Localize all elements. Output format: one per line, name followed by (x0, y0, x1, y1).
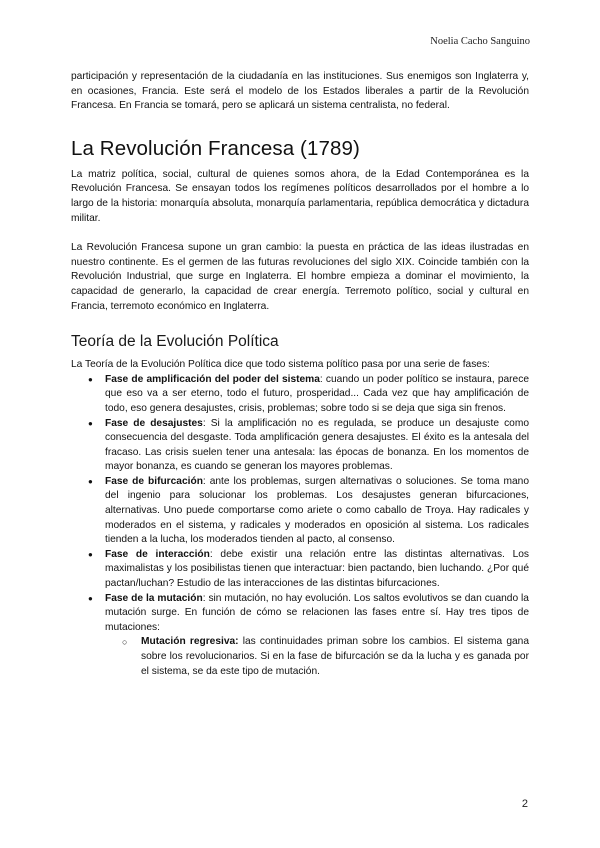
section-title-revolucion: La Revolución Francesa (1789) (71, 136, 360, 160)
paragraph: La Revolución Francesa supone un gran cambio: la puesta en práctica de las ideas ilustradas en nuestro continente. Es el germen de las futuras revoluciones del siglo XIX. Coincide también con la Revolución Industrial, que surge en Inglaterra. El hombre empieza a dominar el movimiento, la capacidad de generarlo, la capacidad de crear energía. Terremoto político, social y cultural en Francia, terremoto económico en Inglaterra. (71, 242, 529, 312)
list-item (71, 548, 529, 592)
phases-list (71, 373, 529, 679)
list-item (71, 417, 529, 475)
paragraph: La Teoría de la Evolución Política dice que todo sistema político pasa por una serie de fases: (71, 359, 490, 371)
document-body (71, 70, 529, 679)
phase-term: Fase de amplificación del poder del sistema (105, 373, 320, 385)
list-item (71, 475, 529, 548)
page-header-author: Noelia Cacho Sanguino (430, 36, 530, 47)
phase-text: : sin mutación, no hay evolución. Los saltos evolutivos se dan cuando la mutación surge. En función de cómo se relacionen las fases entre sí. Hay tres tipos de mutaciones: (105, 592, 529, 633)
phase-term: Fase de la mutación (105, 592, 203, 604)
mutations-list (105, 635, 529, 679)
phase-text: : ante los problemas, surgen alternativas o soluciones. Se toma mano del ingenio para solucionar los problemas. Los desajustes generan bifurcaciones, alternativas. Uno puede comportarse como ariete o como caballo de Troya. Hay radicales y moderados en el sistema, y radicales y moderados en oposición al sistema. Los radicales tienden a la lucha, los moderados tienden al pacto, al consenso. (105, 475, 529, 546)
phase-text: : cuando un poder político se instaura, parece que eso va a ser eterno, todo el futuro, prosperidad... Cada vez que hay amplificación de todo, eso genera desajustes, crisis, problemas; sobre todo si se deja que siga sin frenos. (105, 373, 529, 414)
phase-term: Fase de bifurcación (105, 475, 203, 487)
mutation-term: Mutación regresiva: (141, 636, 239, 648)
intro-paragraph: participación y representación de la ciudadanía en las instituciones. Sus enemigos son Inglaterra y, en ocasiones, Francia. Este será el modelo de los Estados liberales a partir de la Revolución Francesa. En Francia se tomará, pero se aplicará un sistema centralista, no federal. (71, 71, 529, 112)
paragraph: La matriz política, social, cultural de quienes somos ahora, de la Edad Contemporánea es la Revolución Francesa. Se ensayan todos los regímenes políticos desarrollados por el hombre a lo largo de la historia: monarquía absoluta, monarquía parlamentaria, república democrática y dictadura militar. (71, 168, 529, 224)
list-item (71, 373, 529, 417)
page-number: 2 (521, 798, 528, 810)
phase-term: Fase de desajustes (105, 417, 203, 429)
section-title-teoria: Teoría de la Evolución Política (71, 333, 279, 351)
list-item (71, 592, 529, 680)
phase-term: Fase de interacción (105, 548, 210, 560)
mutation-text: las continuidades priman sobre los cambios. El sistema gana sobre los revolucionarios. Si en la fase de bifurcación se da la lucha y es ganada por el sistema, se da este tipo de mutación. (141, 636, 529, 677)
phase-text: : Si la amplificación no es regulada, se produce un desajuste como consecuencia del desgaste. Toda amplificación genera desajustes. El éxito es la antesala del fracaso. Las crisis suelen tener una antesala: las épocas de bonanza. En los momentos de mayor bonanza, es cuando se generan los mayores problemas. (105, 417, 529, 473)
phase-text: : debe existir una relación entre las distintas alternativas. Los maximalistas y los posibilistas tienen que interactuar: bien pactando, bien luchando. ¿Por qué pactan/luchan? Estudio de las interacciones de las distintas bifurcaciones. (105, 548, 530, 590)
list-item (105, 635, 529, 679)
